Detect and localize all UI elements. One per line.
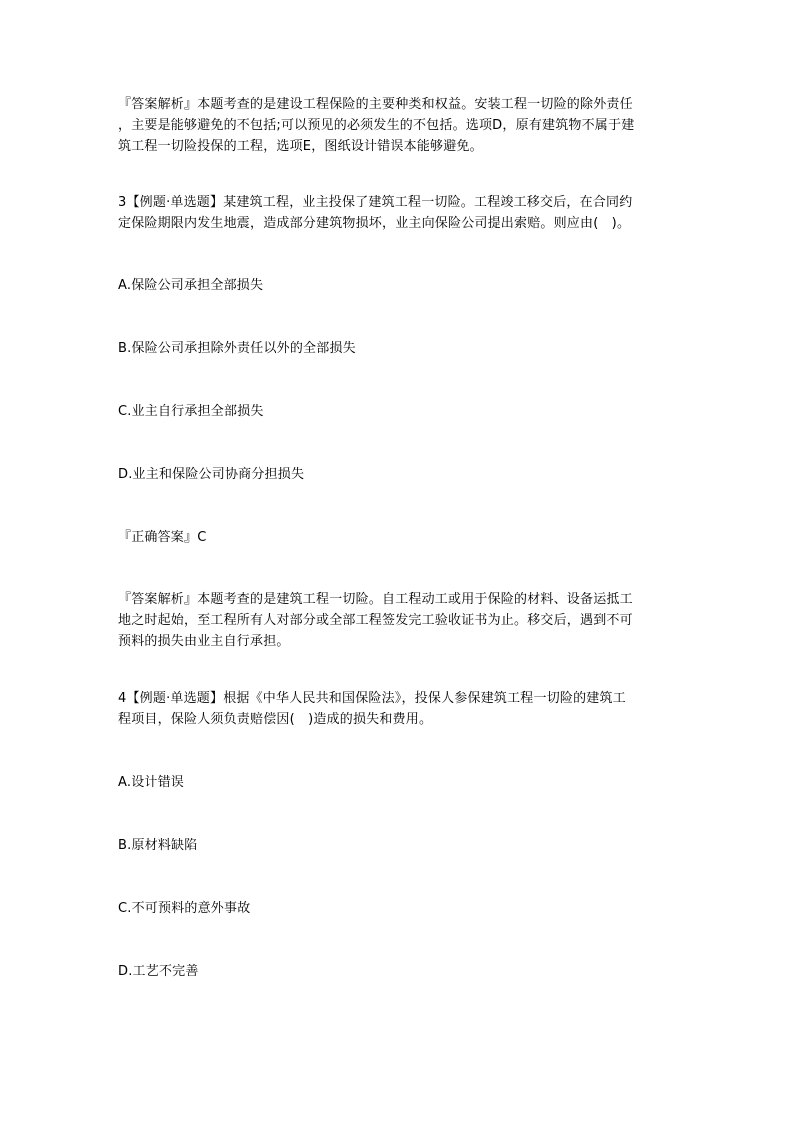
option-b — [118, 835, 678, 856]
text-line: 预料的损失由业主自行承担。 — [118, 634, 290, 649]
correct-answer — [118, 527, 678, 548]
text-line: 定保险期限内发生地震，造成部分建筑物损坏，业主向保险公司提出索赔。则应由( )。 — [118, 216, 631, 231]
text-line: 程项目，保险人须负责赔偿因( )造成的损失和费用。 — [118, 712, 433, 727]
option-a — [118, 275, 678, 296]
answer-analysis-paragraph — [118, 94, 678, 157]
text-line: 地之时起始，至工程所有人对部分或全部工程签发完工验收证书为止。移交后，遇到不可 — [118, 613, 633, 628]
answer-analysis-paragraph — [118, 589, 678, 652]
text-line: 『答案解析』本题考查的是建设工程保险的主要种类和权益。安装工程一切险的除外责任 — [118, 97, 633, 112]
text-line: 筑工程一切险投保的工程，选项E，图纸设计错误本能够避免。 — [118, 139, 483, 154]
option-d — [118, 464, 678, 485]
text-line: D.工艺不完善 — [118, 964, 199, 979]
text-line: ，主要是能够避免的不包括;可以预见的必须发生的不包括。选项D，原有建筑物不属于建 — [118, 118, 635, 133]
text-line: 3【例题·单选题】某建筑工程，业主投保了建筑工程一切险。工程竣工移交后，在合同约 — [118, 195, 633, 210]
text-line: C.不可预料的意外事故 — [118, 901, 251, 916]
text-line: 4【例题·单选题】根据《中华人民共和国保险法》，投保人参保建筑工程一切险的建筑工 — [118, 691, 626, 706]
text-line: A.设计错误 — [118, 775, 184, 790]
text-line: D.业主和保险公司协商分担损失 — [118, 467, 305, 482]
option-c — [118, 898, 678, 919]
option-a — [118, 772, 678, 793]
text-line: B.保险公司承担除外责任以外的全部损失 — [118, 341, 356, 356]
option-d — [118, 961, 678, 982]
text-line: 『答案解析』本题考查的是建筑工程一切险。自工程动工或用于保险的材料、设备运抵工 — [118, 592, 633, 607]
text-line: A.保险公司承担全部损失 — [118, 278, 264, 293]
question-4-stem — [118, 688, 678, 730]
option-c — [118, 401, 678, 422]
option-b — [118, 338, 678, 359]
text-line: B.原材料缺陷 — [118, 838, 198, 853]
text-line: 『正确答案』C — [118, 530, 207, 545]
question-3-stem — [118, 192, 678, 234]
text-line: C.业主自行承担全部损失 — [118, 404, 264, 419]
